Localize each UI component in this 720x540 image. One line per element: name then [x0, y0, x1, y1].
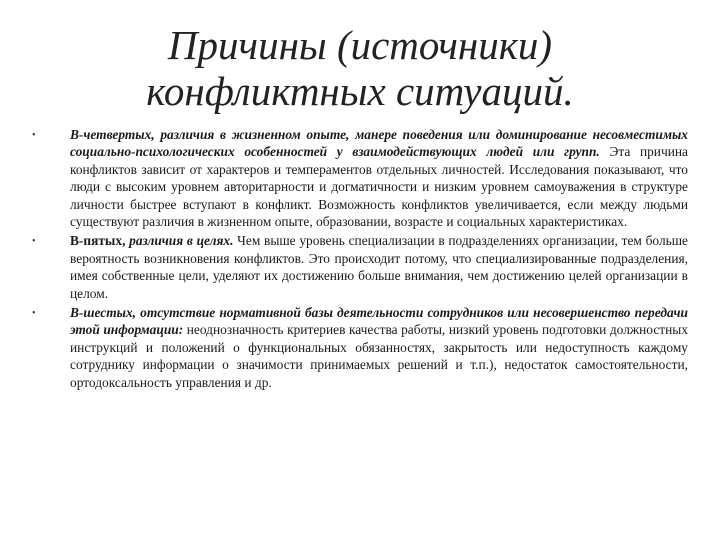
bullet-item-fifth: [28, 232, 688, 302]
bullet-lead: В-шестых, отсутствие нормативной базы деятельности сотрудников или несовершенство передачи этой информации:: [70, 305, 688, 338]
bullet-body: Эта причина конфликтов зависит от характеров и темпераментов отдельных личностей. Исследования показывают, что люди с высоким уровнем авторитарности и догматичности и низким уровнем самоуважения в структуре личности быстрее вступают в конфликт. Возможность конфликтов увеличивается, если между людьми существуют различия в жизненном опыте, образовании, возрасте и социальных характеристиках.: [70, 144, 688, 230]
bullet-item-fourth: [28, 126, 688, 230]
bullet-text: [70, 304, 688, 391]
bullet-text: [70, 232, 688, 302]
bullet-dot-icon: •: [32, 130, 36, 141]
bullet-body: неоднозначность критериев качества работы, низкий уровень подготовки должностных инструкций и положений о функциональных обязанностях, закрытость или недоступность каждому сотруднику информации о значимости принимаемых решений и т.п.), недостаток самостоятельности, ортодоксальность управления и др.: [70, 322, 688, 390]
bullet-dot-icon: •: [32, 308, 36, 320]
bullet-lead-plain: В-пятых,: [70, 233, 126, 249]
title-line-1: Причины (источники): [167, 22, 553, 68]
bullet-dot-icon: •: [32, 236, 36, 248]
bullet-item-sixth: [28, 304, 688, 391]
bullet-list: [28, 126, 688, 393]
bullet-body: Чем выше уровень специализации в подразделениях организации, тем больше вероятность возникновения конфликтов. Это происходит потому, что специализированные подразделения, имея собственные цели, уделяют их достижению больше внимания, чем достижению целей организации в целом.: [70, 233, 688, 301]
bullet-text: [70, 126, 688, 230]
bullet-lead: В-четвертых, различия в жизненном опыте, манере поведения или доминирование несовместимых социально-психологических особенностей у взаимодействующих людей или групп.: [70, 127, 688, 160]
slide-title: [40, 22, 680, 114]
title-line-2: конфликтных ситуаций.: [146, 68, 574, 114]
bullet-lead: различия в целях.: [125, 233, 234, 249]
